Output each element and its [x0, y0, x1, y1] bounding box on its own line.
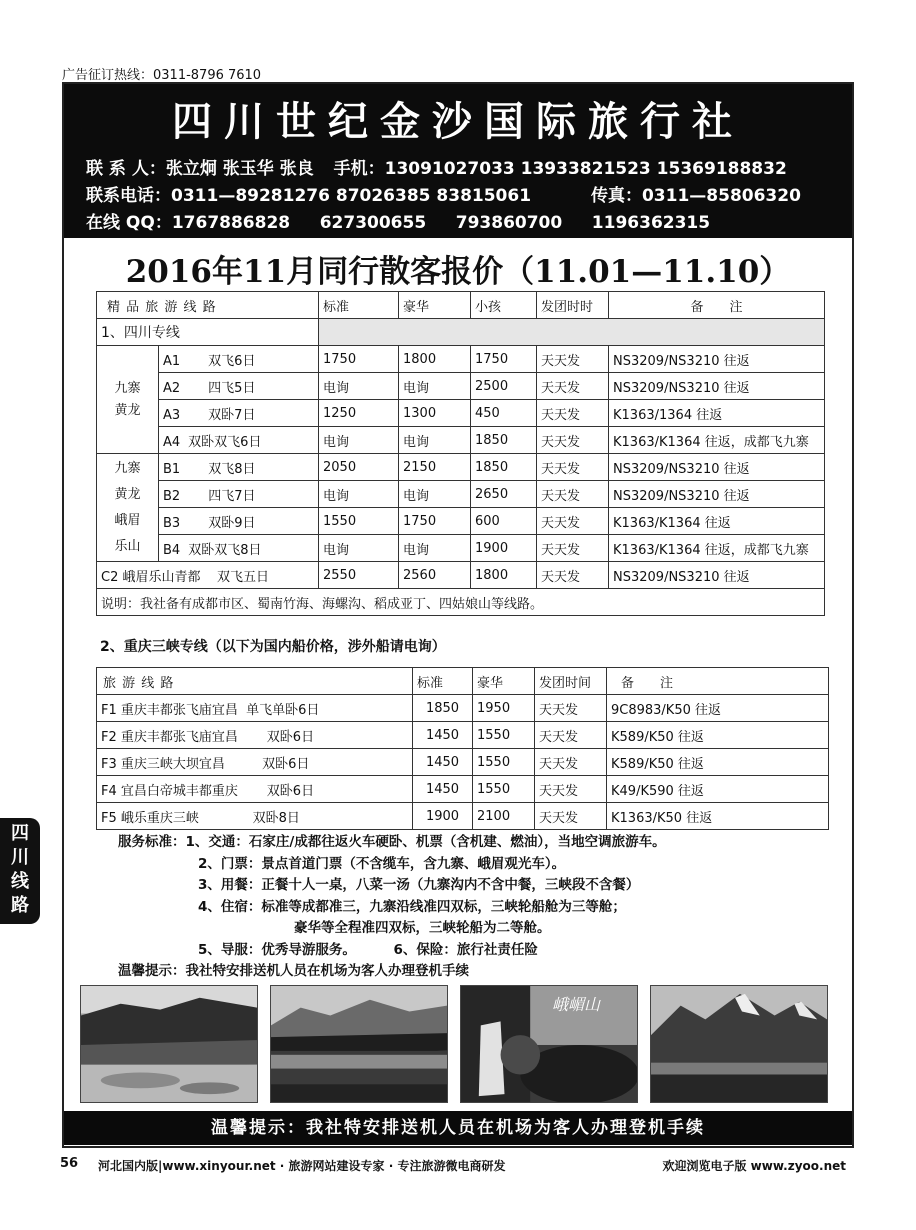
- std-price: 1450: [413, 722, 473, 749]
- route-name: 双卧9日: [208, 515, 256, 531]
- chongqing-price-table: [96, 667, 829, 830]
- route-cell: [159, 400, 319, 427]
- route-name: 四飞5日: [208, 380, 256, 396]
- table-row: [97, 373, 825, 400]
- mobile-numbers: 13091027033 13933821523 15369188832: [384, 159, 787, 179]
- route-cell: F4 宜昌白帝城丰都重庆 双卧6日: [97, 776, 413, 803]
- service-standards: [118, 832, 666, 983]
- child-price: 1750: [471, 346, 537, 373]
- route-cell: [159, 508, 319, 535]
- route-cell: F3 重庆三峡大坝宜昌 双卧6日: [97, 749, 413, 776]
- route-cell: [159, 481, 319, 508]
- child-price: 1900: [471, 535, 537, 562]
- departure: 天天发: [537, 535, 609, 562]
- qq-label: 在线 QQ：: [86, 213, 172, 233]
- header-luxury: 豪华: [399, 292, 471, 319]
- service-line: 4、住宿：标准等成都准三，九寨沿线准四双标，三峡轮船舱为三等舱；: [198, 898, 626, 915]
- note: K1363/K50 往返: [607, 803, 829, 830]
- departure: 天天发: [537, 427, 609, 454]
- route-cell: [159, 427, 319, 454]
- note-row: [97, 589, 825, 616]
- photo-caption: 峨嵋山: [552, 995, 601, 1014]
- note: K49/K590 往返: [607, 776, 829, 803]
- route-cell: F5 峨乐重庆三峡 双卧8日: [97, 803, 413, 830]
- note: NS3209/NS3210 往返: [609, 454, 825, 481]
- qq-line: [86, 208, 710, 233]
- std-price: 1450: [413, 776, 473, 803]
- footer-tip-bar: 温馨提示：我社特安排送机人员在机场为客人办理登机手续: [64, 1111, 852, 1145]
- table-row: [97, 562, 825, 589]
- std-price: 1900: [413, 803, 473, 830]
- route-code: A4: [163, 434, 181, 450]
- route-name: 双卧双飞8日: [188, 542, 262, 558]
- page-title: 2016年11月同行散客报价（11.01—11.10）: [125, 254, 791, 290]
- note: K1363/K1364 往返: [609, 508, 825, 535]
- departure: 天天发: [537, 508, 609, 535]
- route-name: 双飞8日: [208, 461, 256, 477]
- header-standard: 标准: [413, 668, 473, 695]
- service-line: 豪华等全程准四双标，三峡轮船为二等舱。: [294, 920, 551, 936]
- table-header-row: [97, 668, 829, 695]
- table-row: [97, 803, 829, 830]
- side-tab-label: 四川线路: [11, 823, 29, 916]
- table-row: [97, 400, 825, 427]
- phone-label: 联系电话：: [86, 186, 171, 206]
- lux-price: 1550: [473, 749, 535, 776]
- fax-number: 0311—85806320: [641, 186, 801, 206]
- lux-price: 1550: [473, 722, 535, 749]
- lux-price: 2150: [399, 454, 471, 481]
- route-name: 四飞7日: [208, 488, 256, 504]
- child-price: 450: [471, 400, 537, 427]
- note: NS3209/NS3210 往返: [609, 562, 825, 589]
- lux-price: 电询: [399, 481, 471, 508]
- route-name: 双飞6日: [208, 353, 256, 369]
- contacts-names: 张立炯 张玉华 张良: [165, 159, 314, 179]
- departure: 天天发: [535, 722, 607, 749]
- std-price: 电询: [319, 373, 399, 400]
- photo-waterfall-emei: [460, 985, 638, 1103]
- std-price: 电询: [319, 481, 399, 508]
- group-label: 九寨 黄龙: [97, 346, 159, 454]
- table-row: [97, 454, 825, 481]
- lux-price: 1750: [399, 508, 471, 535]
- mobile-label: 手机：: [333, 159, 385, 179]
- photo-lake-forest: [80, 985, 258, 1103]
- route-name: 双卧7日: [208, 407, 256, 423]
- lux-price: 电询: [399, 427, 471, 454]
- departure: 天天发: [535, 776, 607, 803]
- std-price: 电询: [319, 535, 399, 562]
- service-line: 5、导服：优秀导游服务。 6、保险：旅行社责任险: [198, 941, 538, 958]
- child-price: 2650: [471, 481, 537, 508]
- service-line: 服务标准：1、交通：石家庄/成都往返火车硬卧、机票（含机建、燃油），当地空调旅游车。: [118, 834, 666, 850]
- header-departure: 发团时间: [535, 668, 607, 695]
- route-cell: C2 峨眉乐山青都 双飞五日: [97, 562, 319, 589]
- lux-price: 1550: [473, 776, 535, 803]
- header-luxury: 豪华: [473, 668, 535, 695]
- contacts-label: 联 系 人：: [86, 159, 166, 179]
- note: K1363/1364 往返: [609, 400, 825, 427]
- section-row: [97, 319, 825, 346]
- note: NS3209/NS3210 往返: [609, 481, 825, 508]
- departure: 天天发: [537, 481, 609, 508]
- departure: 天天发: [537, 562, 609, 589]
- route-code: B2: [163, 488, 181, 504]
- lux-price: 2560: [399, 562, 471, 589]
- route-cell: [159, 373, 319, 400]
- departure: 天天发: [535, 803, 607, 830]
- header-child: 小孩: [471, 292, 537, 319]
- note: NS3209/NS3210 往返: [609, 373, 825, 400]
- std-price: 1250: [319, 400, 399, 427]
- section2-title: 2、重庆三峡专线（以下为国内船价格，涉外船请电询）: [100, 639, 446, 655]
- child-price: 1850: [471, 427, 537, 454]
- std-price: 2050: [319, 454, 399, 481]
- header-banner: [64, 84, 852, 238]
- child-price: 1850: [471, 454, 537, 481]
- std-price: 电询: [319, 427, 399, 454]
- table-row: [97, 535, 825, 562]
- service-line: 2、门票：景点首道门票（不含缆车，含九寨、峨眉观光车）。: [198, 855, 566, 872]
- table-row: [97, 776, 829, 803]
- departure: 天天发: [537, 346, 609, 373]
- note: NS3209/NS3210 往返: [609, 346, 825, 373]
- header-departure: 发团时时: [537, 292, 609, 319]
- lux-price: 电询: [399, 373, 471, 400]
- section-label: 1、四川专线: [97, 319, 319, 346]
- route-code: A3: [163, 407, 181, 423]
- service-tip: 温馨提示：我社特安排送机人员在机场为客人办理登机手续: [118, 963, 469, 979]
- lux-price: 电询: [399, 535, 471, 562]
- header-route: 精 品 旅 游 线 路: [97, 292, 319, 319]
- table-note: 说明：我社备有成都市区、蜀南竹海、海螺沟、稻成亚丁、四姑娘山等线路。: [97, 589, 825, 616]
- footer-site-info: 河北国内版|www.xinyour.net · 旅游网站建设专家 · 专注旅游微电商研发: [98, 1159, 506, 1173]
- note: K589/K50 往返: [607, 749, 829, 776]
- route-code: B1: [163, 461, 181, 477]
- departure: 天天发: [535, 749, 607, 776]
- note: K1363/K1364 往返，成都飞九寨: [609, 535, 825, 562]
- contacts-line: [86, 154, 787, 179]
- table-row: [97, 481, 825, 508]
- departure: 天天发: [537, 454, 609, 481]
- footer-ebook-link[interactable]: 欢迎浏览电子版 www.zyoo.net: [662, 1159, 846, 1173]
- std-price: 1550: [319, 508, 399, 535]
- section-shade: [319, 319, 825, 346]
- header-notes: 备 注: [609, 292, 825, 319]
- route-code: B4: [163, 542, 181, 558]
- photo-mountain-lake: [270, 985, 448, 1103]
- route-cell: F1 重庆丰都张飞庙宜昌 单飞单卧6日: [97, 695, 413, 722]
- departure: 天天发: [537, 373, 609, 400]
- page-number: 56: [60, 1156, 79, 1171]
- route-code: B3: [163, 515, 181, 531]
- child-price: 2500: [471, 373, 537, 400]
- phone-line: [86, 181, 801, 206]
- group-label: 九寨 黄龙 峨眉 乐山: [97, 454, 159, 562]
- table-row: [97, 722, 829, 749]
- ad-hotline: 广告征订热线：0311-8796 7610: [62, 68, 262, 83]
- service-line: 3、用餐：正餐十人一桌，八菜一汤（九寨沟内不含中餐，三峡段不含餐）: [198, 877, 640, 893]
- table-row: [97, 695, 829, 722]
- agency-name: 四川世纪金沙国际旅行社: [172, 98, 744, 145]
- table-row: [97, 508, 825, 535]
- std-price: 1750: [319, 346, 399, 373]
- route-cell: F2 重庆丰都张飞庙宜昌 双卧6日: [97, 722, 413, 749]
- route-cell: [159, 535, 319, 562]
- route-code: A1: [163, 353, 181, 369]
- fax-label: 传真：: [590, 186, 642, 206]
- table-header-row: [97, 292, 825, 319]
- lux-price: 1800: [399, 346, 471, 373]
- sichuan-price-table: [96, 291, 825, 616]
- route-cell: [159, 346, 319, 373]
- header-standard: 标准: [319, 292, 399, 319]
- std-price: 2550: [319, 562, 399, 589]
- header-notes: 备 注: [607, 668, 829, 695]
- note: K589/K50 往返: [607, 722, 829, 749]
- child-price: 1800: [471, 562, 537, 589]
- route-code: A2: [163, 380, 181, 396]
- table-row: [97, 749, 829, 776]
- qq-numbers: 1767886828 627300655 793860700 1196362315: [171, 213, 711, 233]
- departure: 天天发: [535, 695, 607, 722]
- lux-price: 1300: [399, 400, 471, 427]
- route-cell: [159, 454, 319, 481]
- route-name: 双卧双飞6日: [188, 434, 262, 450]
- std-price: 1850: [413, 695, 473, 722]
- note: 9C8983/K50 往返: [607, 695, 829, 722]
- lux-price: 2100: [473, 803, 535, 830]
- departure: 天天发: [537, 400, 609, 427]
- note: K1363/K1364 往返，成都飞九寨: [609, 427, 825, 454]
- header-route: 旅 游 线 路: [97, 668, 413, 695]
- photo-snow-mountain: [650, 985, 828, 1103]
- table-row: [97, 427, 825, 454]
- child-price: 600: [471, 508, 537, 535]
- lux-price: 1950: [473, 695, 535, 722]
- side-tab: [0, 818, 40, 924]
- phone-numbers: 0311—89281276 87026385 83815061: [171, 186, 532, 206]
- table-row: [97, 346, 825, 373]
- std-price: 1450: [413, 749, 473, 776]
